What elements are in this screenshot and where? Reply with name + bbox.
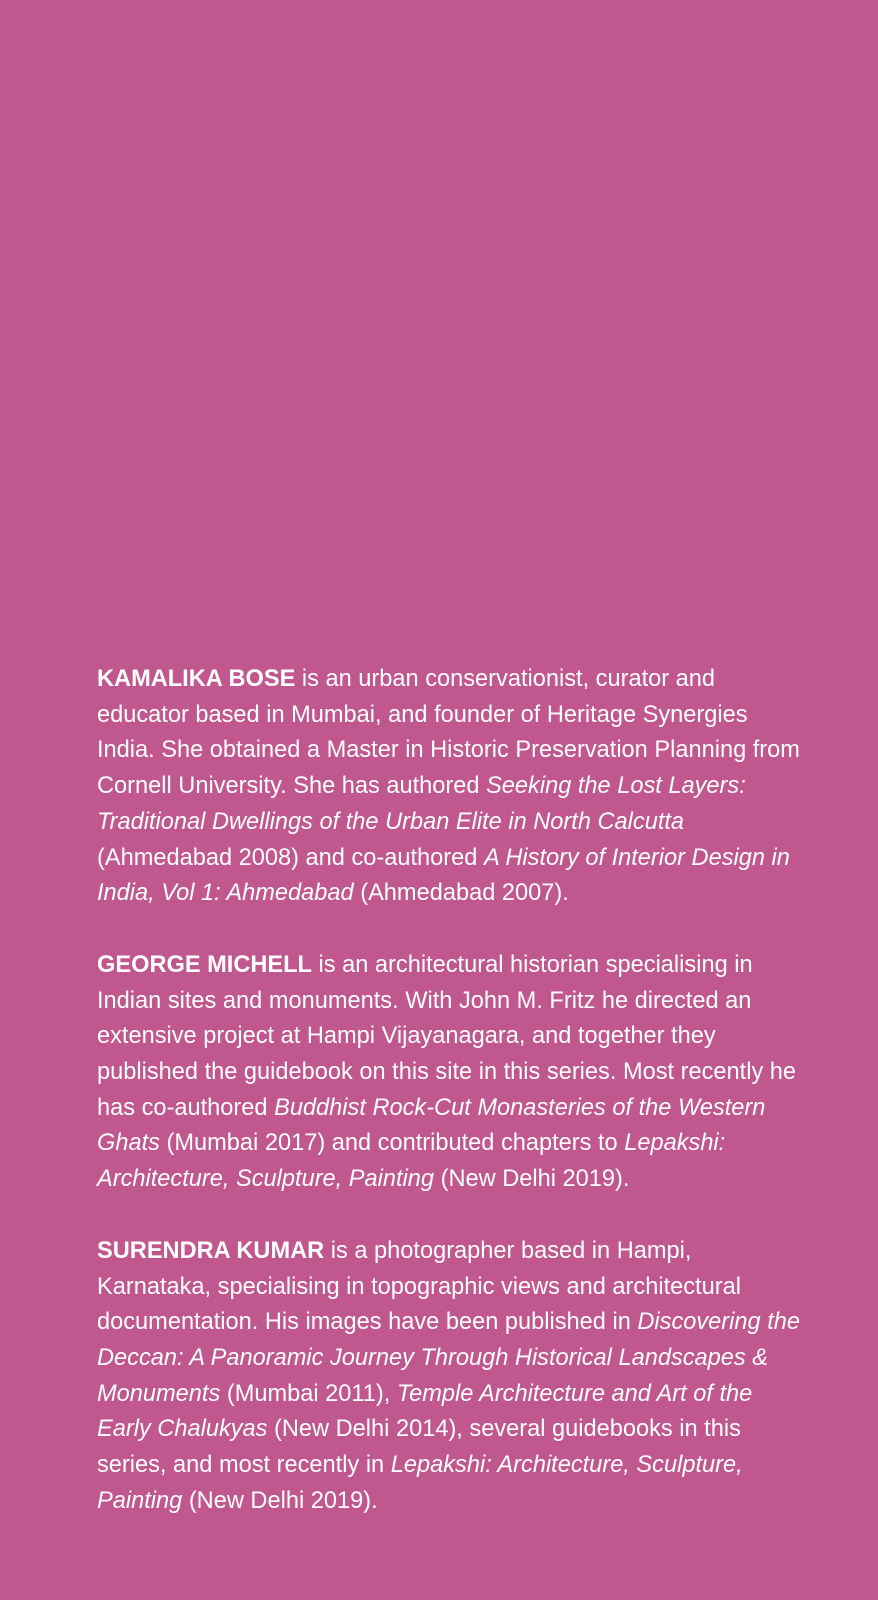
book-title: Buddhist Rock-Cut Monasteries of the Western Ghats bbox=[97, 1094, 766, 1157]
bio-text: (Ahmedabad 2008) and co-authored bbox=[97, 844, 484, 871]
book-title: A History of Interior Design in India, Vol 1: Ahmedabad bbox=[97, 844, 790, 907]
book-title: Discovering the Deccan: A Panoramic Journey Through Historical Landscapes & Monuments bbox=[97, 1309, 801, 1407]
bio-name: KAMALIKA BOSE bbox=[97, 666, 296, 692]
book-title: Lepakshi: Architecture, Sculpture, Painting bbox=[97, 1130, 726, 1193]
bio-text: (Mumbai 2017) and contributed chapters to bbox=[159, 1130, 625, 1157]
book-title: Temple Architecture and Art of the Early Chalukyas bbox=[97, 1380, 753, 1443]
bio-text: is an urban conservationist, curator and educator based in Mumbai, and founder of Heritage Synergies India. She obtained a Master in Historic Preservation Planning from Cornell University. She has authored bbox=[97, 666, 800, 800]
bio-text: is an architectural historian specialising in Indian sites and monuments. With John M. Fritz he directed an extensive project at Hampi Vijayanagara, and together they published the guidebook on this site in this series. Most recently he has co-authored bbox=[97, 951, 797, 1121]
bio-george-michell bbox=[97, 948, 807, 1198]
bio-text: (New Delhi 2019). bbox=[434, 1166, 630, 1193]
bio-name: GEORGE MICHELL bbox=[97, 951, 312, 978]
book-title: Lepakshi: Architecture, Sculpture, Painting bbox=[97, 1452, 743, 1514]
author-bios bbox=[97, 662, 807, 1519]
book-title: Seeking the Lost Layers: Traditional Dwellings of the Urban Elite in North Calcutta bbox=[97, 773, 746, 835]
bio-text: is a photographer based in Hampi, Karnataka, specialising in topographic views and architectural documentation. His images have been published in bbox=[97, 1237, 741, 1336]
bio-text: (New Delhi 2019). bbox=[182, 1487, 378, 1514]
bio-surendra-kumar bbox=[97, 1234, 807, 1520]
bio-text: (Mumbai 2011), bbox=[220, 1380, 397, 1407]
bio-text: (New Delhi 2014), several guidebooks in this series, and most recently in bbox=[97, 1416, 741, 1479]
bio-kamalika-bose bbox=[97, 662, 807, 912]
bio-name: SURENDRA KUMAR bbox=[97, 1237, 325, 1264]
bio-text: (Ahmedabad 2007). bbox=[353, 880, 569, 907]
